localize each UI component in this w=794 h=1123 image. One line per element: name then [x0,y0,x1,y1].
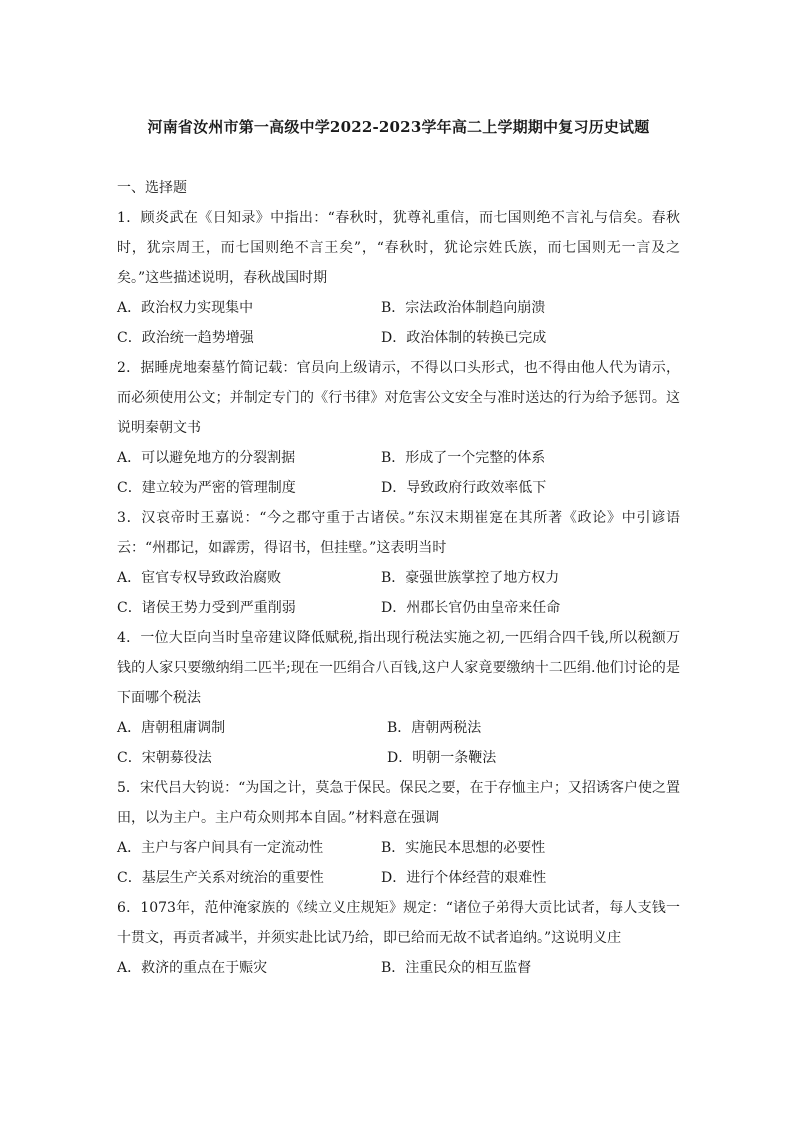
section-heading: 一、选择题 [117,180,187,196]
question-6-option-b: B．注重民众的相互监督 [381,960,532,976]
question-4-option-c: C．宋朝募役法 [117,750,212,766]
question-6-stem: 6．1073年，范仲淹家族的《续立义庄规矩》规定：“诸位子弟得大贡比试者，每人支钱一十贯文，再贡者减半，并须实赴比试乃给，即已给而无故不试者追纳。”这说明义庄 [117,900,680,946]
question-5-option-c: C．基层生产关系对统治的重要性 [117,870,324,886]
question-1-options-row-2 [117,323,680,353]
question-6-option-a: A．救济的重点在于赈灾 [117,960,268,976]
question-5-option-b: B．实施民本思想的必要性 [381,840,546,856]
document-page [117,115,680,983]
question-1-option-a: A．政治权力实现集中 [117,300,254,316]
question-1-option-d: D．政治体制的转换已完成 [381,330,547,346]
document-title: 河南省汝州市第一高级中学2022-2023学年高二上学期期中复习历史试题 [147,118,650,136]
question-3-option-c: C．诸侯王势力受到严重削弱 [117,600,296,616]
question-2-options-row-1 [117,443,680,473]
question-4-stem: 4．一位大臣向当时皇帝建议降低赋税,指出现行税法实施之初,一匹绢合四千钱,所以税额万钱的人家只要缴纳绢二匹半;现在一匹绢合八百钱,这户人家竟要缴纳十二匹绢.他们讨论的是下面哪个税法 [117,630,680,706]
question-2-option-b: B．形成了一个完整的体系 [381,450,546,466]
question-3-option-b: B．豪强世族掌控了地方权力 [381,570,560,586]
question-3-options-row-2 [117,593,680,623]
question-3-options-row-1 [117,563,680,593]
question-2-option-c: C．建立较为严密的管理制度 [117,480,296,496]
question-5-options-row-1 [117,833,680,863]
question-2-stem: 2．据睡虎地秦墓竹简记载：官员向上级请示，不得以口头形式，也不得由他人代为请示，而必须使用公文；并制定专门的《行书律》对危害公文安全与准时送达的行为给予惩罚。这说明秦朝文书 [117,360,680,436]
question-3-option-a: A．宦官专权导致政治腐败 [117,570,282,586]
question-2-options-row-2 [117,473,680,503]
question-5-options-row-2 [117,863,680,893]
question-2-option-d: D．导致政府行政效率低下 [381,480,547,496]
question-6-options-row-1 [117,953,680,983]
question-4-options-row-1 [117,713,680,743]
question-4-option-a: A．唐朝租庸调制 [117,720,226,736]
question-4-option-d: D．明朝一条鞭法 [387,750,497,766]
question-4-option-b: B．唐朝两税法 [387,720,482,736]
question-5-stem: 5．宋代吕大钧说：“为国之计，莫急于保民。保民之要，在于存恤主户；又招诱客户使之置田，以为主户。主户苟众则邦本自固。”材料意在强调 [117,780,680,826]
question-1-options-row-1 [117,293,680,323]
question-1-stem: 1．顾炎武在《日知录》中指出：“春秋时，犹尊礼重信，而七国则绝不言礼与信矣。春秋时，犹宗周王，而七国则绝不言王矣”，“春秋时，犹论宗姓氏族，而七国则无一言及之矣。”这些描述说明，春秋战国时期 [117,210,680,286]
question-4-options-row-2 [117,743,680,773]
question-2-option-a: A．可以避免地方的分裂割据 [117,450,296,466]
question-1-option-c: C．政治统一趋势增强 [117,330,254,346]
question-5-option-a: A．主户与客户间具有一定流动性 [117,840,324,856]
question-1-option-b: B．宗法政治体制趋向崩溃 [381,300,546,316]
question-3-option-d: D．州郡长官仍由皇帝来任命 [381,600,561,616]
question-3-stem: 3．汉哀帝时王嘉说：“今之郡守重于古诸侯。”东汉末期崔寔在其所著《政论》中引谚语云：“州郡记，如霹雳，得诏书，但挂壁。”这表明当时 [117,510,680,556]
question-5-option-d: D．进行个体经营的艰难性 [381,870,547,886]
